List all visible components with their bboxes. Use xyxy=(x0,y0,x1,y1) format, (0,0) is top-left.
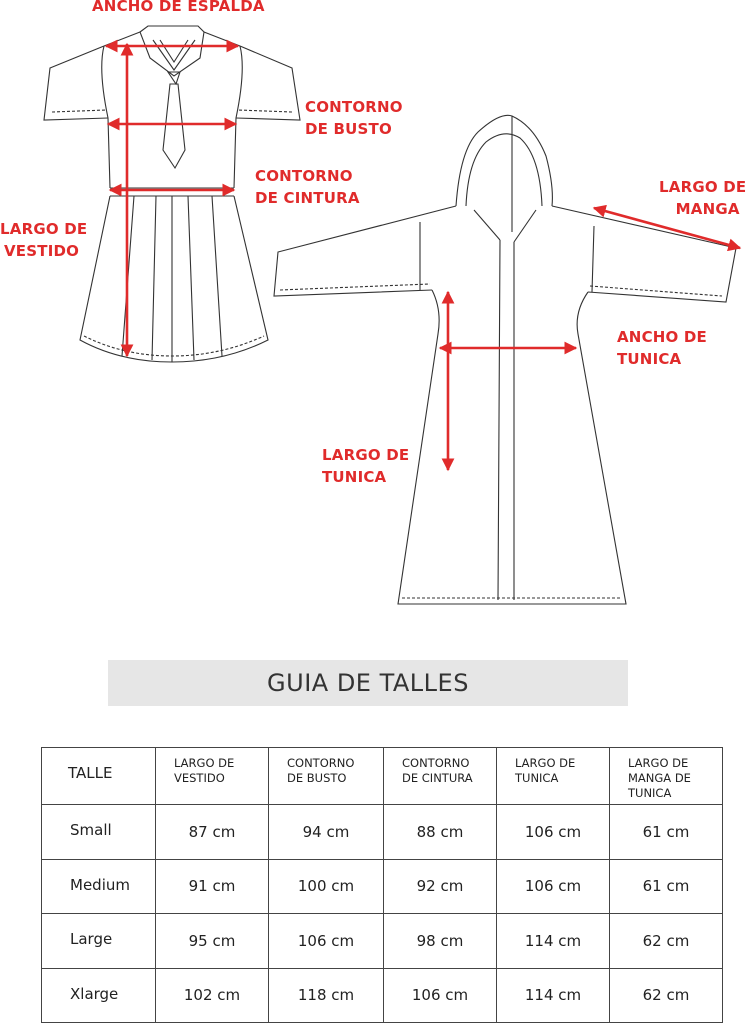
table-header-row xyxy=(42,748,723,805)
header-line: LARGO DE xyxy=(174,756,235,770)
table-cell: 92 cm xyxy=(384,859,497,914)
label-contorno-busto xyxy=(305,96,403,140)
label-largo-tunica xyxy=(322,444,409,488)
size-guide-title: GUIA DE TALLES xyxy=(108,660,628,706)
table-cell: 106 cm xyxy=(269,914,384,969)
label-line: CONTORNO xyxy=(255,167,353,185)
table-cell: 62 cm xyxy=(610,968,723,1023)
header-line: TALLE xyxy=(68,764,113,782)
header-talle xyxy=(42,748,156,805)
header-line: CONTORNO xyxy=(287,756,355,770)
table-cell: 62 cm xyxy=(610,914,723,969)
header-line: DE CINTURA xyxy=(402,771,473,785)
table-cell: 118 cm xyxy=(269,968,384,1023)
header-largo-tunica xyxy=(497,748,610,805)
label-contorno-cintura xyxy=(255,165,360,209)
label-line: LARGO DE xyxy=(322,446,410,464)
table-cell: 114 cm xyxy=(497,968,610,1023)
label-line: TUNICA xyxy=(322,468,387,486)
size-name: Medium xyxy=(42,859,156,914)
size-table xyxy=(41,747,723,1023)
table-row xyxy=(42,914,723,969)
table-cell: 98 cm xyxy=(384,914,497,969)
table-cell: 106 cm xyxy=(497,805,610,860)
label-largo-manga xyxy=(659,176,746,220)
table-cell: 95 cm xyxy=(156,914,269,969)
header-line: LARGO DE xyxy=(515,756,576,770)
table-cell: 87 cm xyxy=(156,805,269,860)
table-row xyxy=(42,859,723,914)
label-line: LARGO DE xyxy=(659,178,747,196)
size-name: Xlarge xyxy=(42,968,156,1023)
header-line: MANGA DE xyxy=(628,771,691,785)
size-name: Small xyxy=(42,805,156,860)
table-cell: 106 cm xyxy=(384,968,497,1023)
header-largo-vestido xyxy=(156,748,269,805)
header-line: CONTORNO xyxy=(402,756,470,770)
label-line: VESTIDO xyxy=(4,242,80,260)
table-cell: 61 cm xyxy=(610,859,723,914)
label-ancho-espalda xyxy=(92,0,265,17)
label-largo-vestido xyxy=(0,218,87,262)
table-cell: 114 cm xyxy=(497,914,610,969)
size-name: Large xyxy=(42,914,156,969)
label-line: TUNICA xyxy=(617,350,682,368)
label-line: LARGO DE xyxy=(0,220,88,238)
header-line: DE BUSTO xyxy=(287,771,347,785)
table-cell: 94 cm xyxy=(269,805,384,860)
table-row xyxy=(42,968,723,1023)
label-line: DE BUSTO xyxy=(305,120,392,138)
label-line: MANGA xyxy=(675,200,740,218)
header-contorno-busto xyxy=(269,748,384,805)
table-cell: 91 cm xyxy=(156,859,269,914)
table-cell: 100 cm xyxy=(269,859,384,914)
table-cell: 102 cm xyxy=(156,968,269,1023)
label-ancho-tunica xyxy=(617,326,707,370)
label-line: ANCHO DE ESPALDA xyxy=(92,0,265,15)
table-row xyxy=(42,805,723,860)
header-largo-manga-tunica xyxy=(610,748,723,805)
label-line: DE CINTURA xyxy=(255,189,360,207)
measurement-arrows xyxy=(106,44,740,470)
label-line: ANCHO DE xyxy=(617,328,707,346)
table-cell: 106 cm xyxy=(497,859,610,914)
label-line: CONTORNO xyxy=(305,98,403,116)
header-line: TUNICA xyxy=(628,786,672,800)
header-line: VESTIDO xyxy=(174,771,225,785)
table-cell: 88 cm xyxy=(384,805,497,860)
header-line: TUNICA xyxy=(515,771,559,785)
header-line: LARGO DE xyxy=(628,756,689,770)
table-cell: 61 cm xyxy=(610,805,723,860)
header-contorno-cintura xyxy=(384,748,497,805)
